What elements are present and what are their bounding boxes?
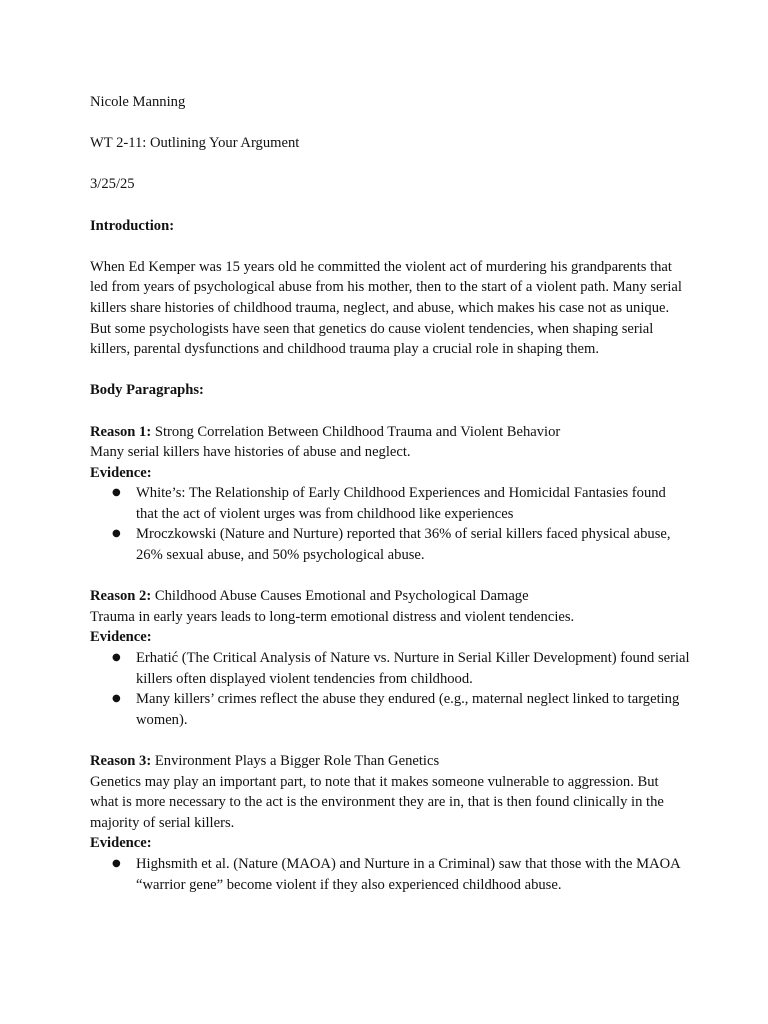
reason-3-title: Environment Plays a Bigger Role Than Genetics [151, 753, 440, 769]
reason-3-evidence-list [90, 854, 690, 895]
reason-2-evidence-list [90, 648, 690, 730]
spacer [90, 154, 690, 175]
reason-3-claim: Genetics may play an important part, to note that it makes someone vulnerable to aggression. But what is more necessary to the act is the environment they are in, that is then found clinically in the majority of serial killers. [90, 773, 664, 831]
reason-3-section [90, 751, 690, 895]
evidence-text: Erhatić (The Critical Analysis of Nature vs. Nurture in Serial Killer Development) found serial killers often displayed violent tendencies from childhood. [136, 650, 690, 687]
introduction-heading: Introduction: [90, 217, 175, 234]
spacer [90, 730, 690, 751]
evidence-text: Mroczkowski (Nature and Nurture) reported that 36% of serial killers faced physical abuse, 26% sexual abuse, and 50% psychological abuse. [136, 526, 671, 564]
reason-2-heading [90, 586, 690, 607]
evidence-item [90, 524, 690, 565]
document-page [90, 92, 690, 895]
evidence-item [90, 854, 690, 895]
spacer [90, 195, 690, 216]
reason-1-evidence-label: Evidence: [90, 464, 152, 481]
reason-3-heading [90, 751, 690, 772]
evidence-item [90, 648, 690, 689]
evidence-text: Highsmith et al. (Nature (MAOA) and Nurture in a Criminal) saw that those with the MAOA “warrior gene” become violent if they also experienced childhood abuse. [136, 855, 680, 893]
body-heading: Body Paragraphs: [90, 382, 204, 399]
author-name: Nicole Manning [90, 94, 186, 110]
reason-2-section [90, 586, 690, 730]
reason-2-label: Reason 2: [90, 588, 152, 605]
reason-2-evidence-label: Evidence: [90, 629, 152, 646]
spacer [90, 360, 690, 381]
spacer [90, 236, 690, 257]
reason-2-title: Childhood Abuse Causes Emotional and Psychological Damage [151, 588, 529, 605]
evidence-item [90, 689, 690, 730]
reason-1-evidence-list [90, 483, 690, 565]
spacer [90, 113, 690, 134]
evidence-item [90, 483, 690, 524]
bullet-icon: ● [112, 528, 121, 540]
spacer [90, 566, 690, 587]
evidence-text: Many killers’ crimes reflect the abuse they endured (e.g., maternal neglect linked to targeting women). [136, 691, 680, 728]
reason-1-claim: Many serial killers have histories of abuse and neglect. [90, 444, 411, 461]
reason-1-heading [90, 422, 690, 443]
reason-1-title: Strong Correlation Between Childhood Trauma and Violent Behavior [151, 423, 561, 440]
reason-1-label: Reason 1: [90, 423, 152, 440]
spacer [90, 401, 690, 422]
bullet-icon: ● [112, 857, 121, 869]
assignment-title: WT 2-11: Outlining Your Argument [90, 135, 300, 152]
bullet-icon: ● [112, 693, 121, 705]
reason-1-section [90, 422, 690, 566]
bullet-icon: ● [112, 652, 121, 664]
document-date: 3/25/25 [90, 176, 135, 193]
bullet-icon: ● [112, 487, 121, 499]
reason-3-evidence-label: Evidence: [90, 835, 152, 852]
introduction-paragraph: When Ed Kemper was 15 years old he committed the violent act of murdering his grandparents that led from years of psychological abuse from his mother, then to the start of a violent path. Many serial killers share histories of childhood trauma, neglect, and abuse, which makes his case not as unique. But some psychologists have seen that genetics do cause violent tendencies, when shaping serial killers, parental dysfunctions and childhood trauma play a crucial role in shaping them. [90, 258, 682, 358]
reason-3-label: Reason 3: [90, 753, 152, 769]
evidence-text: White’s: The Relationship of Early Childhood Experiences and Homicidal Fantasies found that the act of violent urges was from childhood like experiences [136, 485, 666, 522]
reason-2-claim: Trauma in early years leads to long-term emotional distress and violent tendencies. [90, 608, 575, 625]
